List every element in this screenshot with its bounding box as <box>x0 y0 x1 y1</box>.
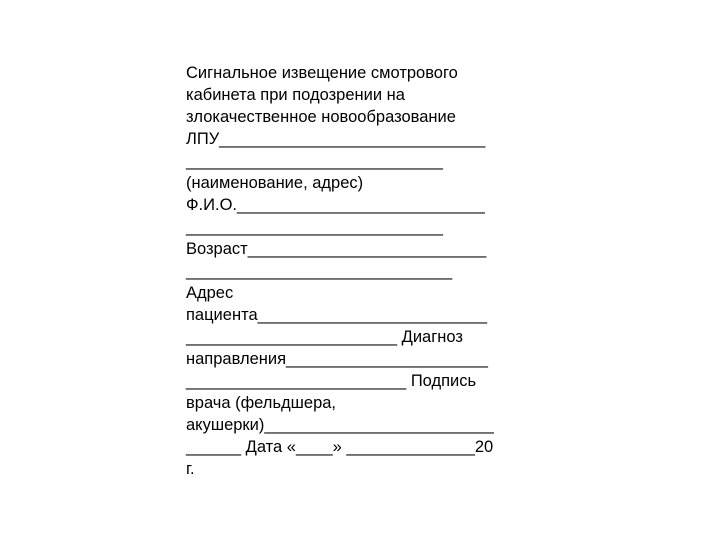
notification-form <box>186 62 536 480</box>
age-field-continuation: _____________________________ <box>186 262 453 280</box>
form-title-line-1: Сигнальное извещение смотрового <box>186 64 458 82</box>
date-year-suffix: г. <box>186 460 195 478</box>
form-title-line-2: кабинета при подозрении на <box>186 86 405 104</box>
full-name-field: Ф.И.О.___________________________ <box>186 196 485 214</box>
signature-role-label: врача (фельдшера, <box>186 394 337 412</box>
form-title-line-3: злокачественное новообразование <box>186 108 456 126</box>
signature-label: ________________________ Подпись <box>186 372 477 390</box>
institution-field-caption: (наименование, адрес) <box>186 174 364 192</box>
date-field: ______ Дата «____» ______________20 <box>186 438 494 456</box>
referral-diagnosis-field: направления______________________ <box>186 350 488 368</box>
full-name-field-continuation: ____________________________ <box>186 218 443 236</box>
referral-diagnosis-label: _______________________ Диагноз <box>186 328 463 346</box>
institution-field: ЛПУ_____________________________ <box>186 130 486 148</box>
age-field: Возраст__________________________ <box>186 240 487 258</box>
institution-field-continuation: ____________________________ <box>186 152 443 170</box>
patient-address-label: Адрес <box>186 284 234 302</box>
patient-address-field: пациента_________________________ <box>186 306 488 324</box>
signature-field: акушерки)_________________________ <box>186 416 494 434</box>
